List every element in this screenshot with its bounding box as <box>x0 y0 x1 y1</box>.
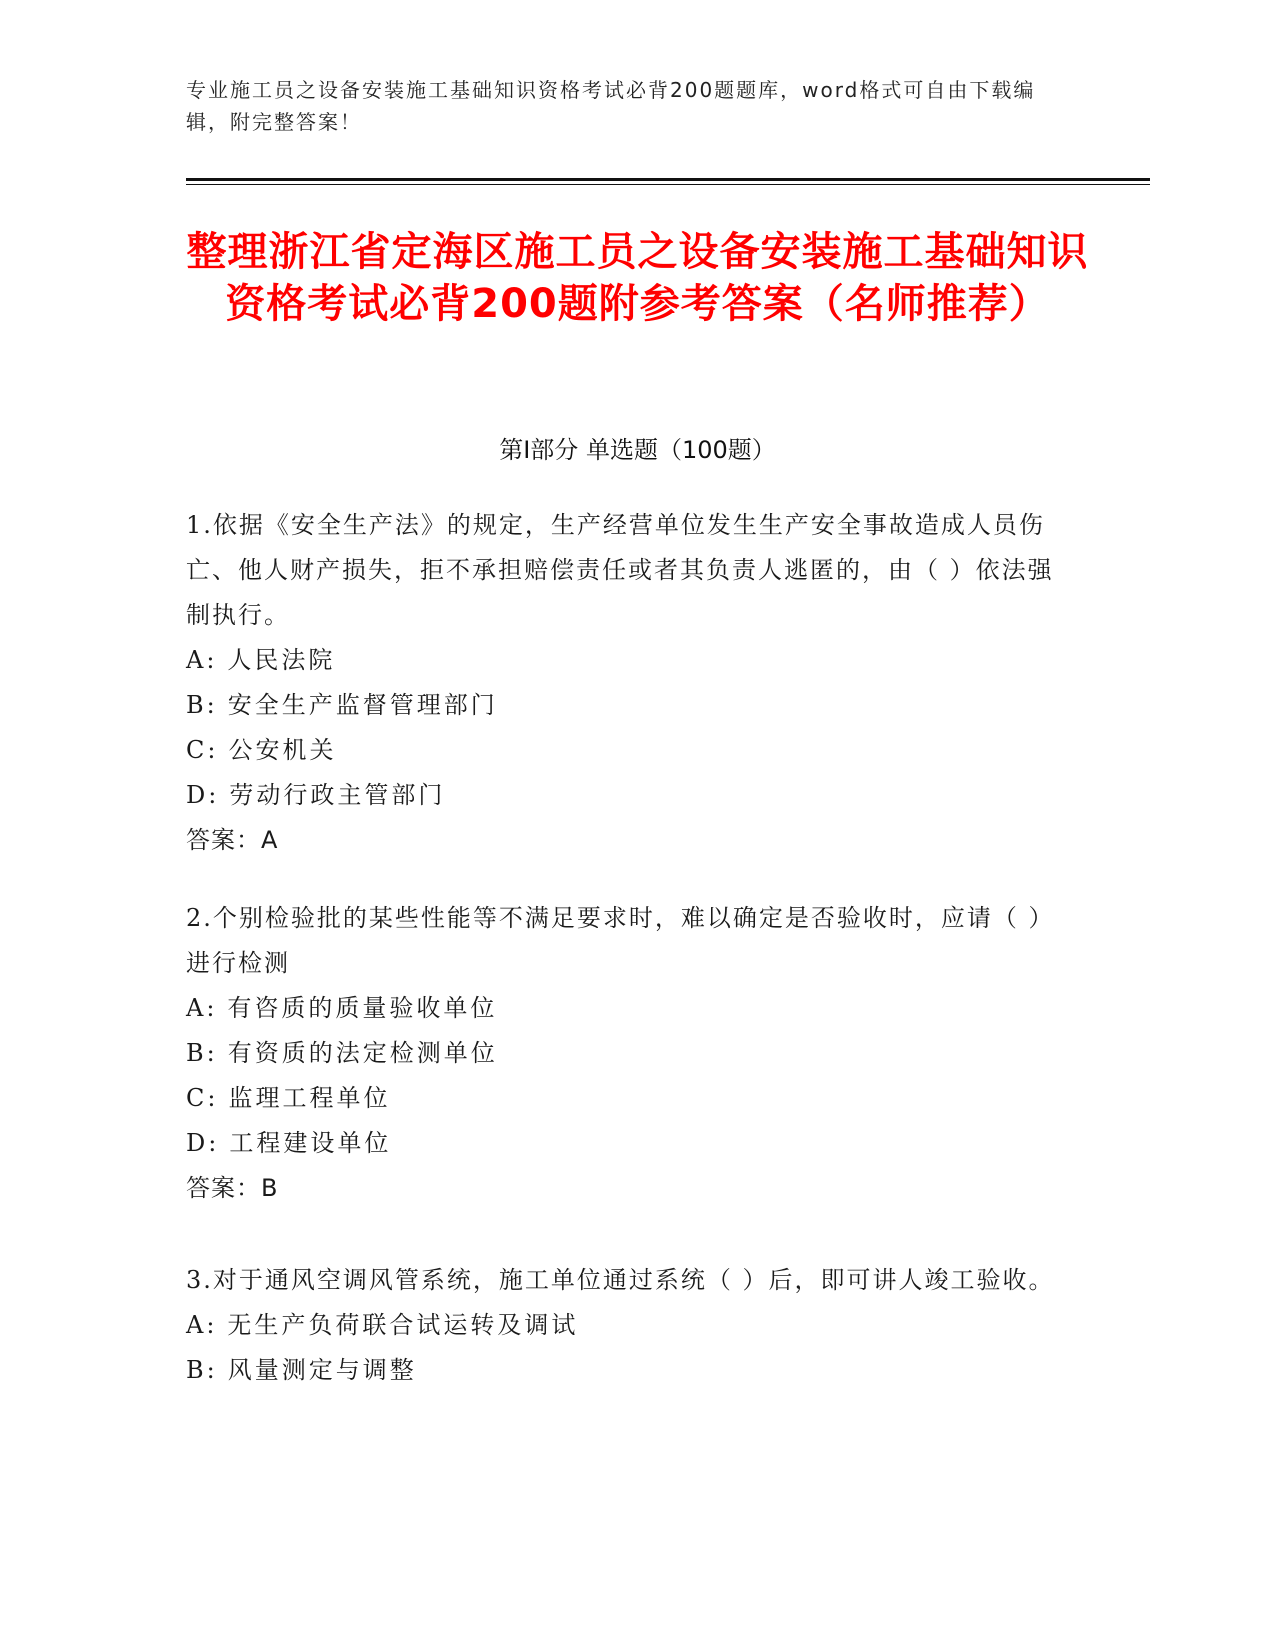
question-option-a <box>186 638 1066 683</box>
option-text: 有资质的法定检测单位 <box>227 1039 498 1067</box>
question-2 <box>186 896 1066 1211</box>
option-key: A: <box>186 994 218 1022</box>
option-text: 安全生产监督管理部门 <box>227 691 498 719</box>
question-option-b <box>186 1031 1066 1076</box>
question-answer: 答案：B <box>186 1174 279 1202</box>
option-key: C: <box>186 736 219 764</box>
question-1 <box>186 503 1066 863</box>
option-text: 工程建设单位 <box>229 1129 392 1157</box>
option-key: A: <box>186 646 218 674</box>
question-option-c <box>186 728 1066 773</box>
option-key: B: <box>186 1039 218 1067</box>
question-option-b <box>186 1348 1066 1393</box>
header-rule-thick <box>186 178 1150 181</box>
option-key: B: <box>186 1356 218 1384</box>
question-3 <box>186 1258 1066 1393</box>
option-text: 无生产负荷联合试运转及调试 <box>227 1311 579 1339</box>
question-option-d <box>186 1121 1066 1166</box>
question-option-a <box>186 986 1066 1031</box>
option-key: C: <box>186 1084 219 1112</box>
option-key: A: <box>186 1311 218 1339</box>
question-option-c <box>186 1076 1066 1121</box>
question-option-a <box>186 1303 1066 1348</box>
option-text: 劳动行政主管部门 <box>229 781 446 809</box>
option-text: 有咨质的质量验收单位 <box>227 994 498 1022</box>
option-key: B: <box>186 691 218 719</box>
section-heading: 第I部分 单选题（100题） <box>499 436 776 464</box>
option-key: D: <box>186 1129 220 1157</box>
option-text: 监理工程单位 <box>228 1084 391 1112</box>
option-text: 风量测定与调整 <box>227 1356 417 1384</box>
question-answer: 答案：A <box>186 826 279 854</box>
option-key: D: <box>186 781 220 809</box>
document-title: 整理浙江省定海区施工员之设备安装施工基础知识资格考试必背200题附参考答案（名师推荐） <box>186 229 1089 327</box>
question-stem: 1.依据《安全生产法》的规定，生产经营单位发生生产安全事故造成人员伤亡、他人财产损失，拒不承担赔偿责任或者其负责人逃匿的，由（ ）依法强制执行。 <box>186 511 1054 629</box>
header-note: 专业施工员之设备安装施工基础知识资格考试必背200题题库，word格式可自由下载编辑，附完整答案！ <box>186 78 1036 134</box>
option-text: 人民法院 <box>227 646 336 674</box>
option-text: 公安机关 <box>228 736 337 764</box>
header-rule-thin <box>186 184 1150 185</box>
question-option-d <box>186 773 1066 818</box>
question-stem: 3.对于通风空调风管系统，施工单位通过系统（ ）后，即可讲人竣工验收。 <box>186 1266 1055 1294</box>
question-option-b <box>186 683 1066 728</box>
question-stem: 2.个别检验批的某些性能等不满足要求时，难以确定是否验收时，应请（ ）进行检测 <box>186 904 1055 977</box>
